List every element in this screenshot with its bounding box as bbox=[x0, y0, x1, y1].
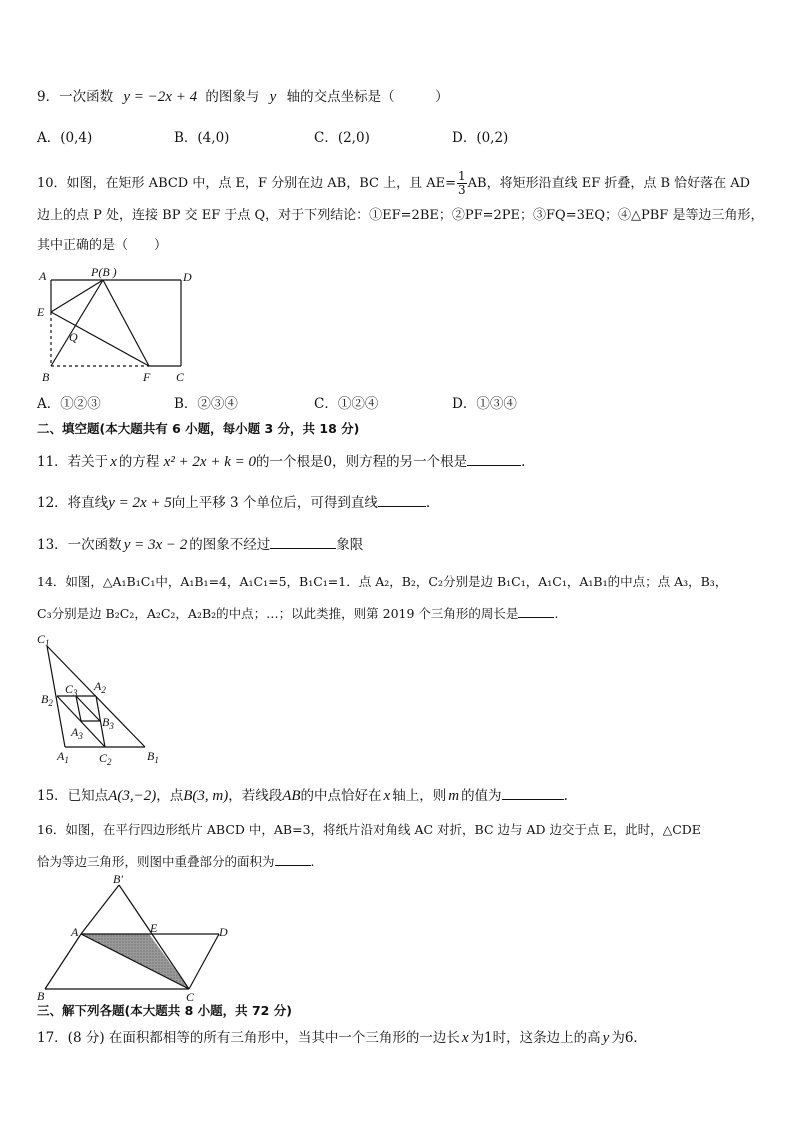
q15-answer-blank[interactable] bbox=[502, 785, 564, 800]
q14-label-a1: $A_1$ bbox=[57, 749, 69, 765]
q16-side-ab-prime bbox=[81, 885, 119, 934]
q10-option-c: C．①②④ bbox=[314, 396, 379, 412]
q16-label-e: E bbox=[150, 921, 158, 935]
q12-formula: y = 2x + 5 bbox=[108, 495, 172, 511]
q10-line-3: 其中正确的是（ ） bbox=[37, 238, 168, 253]
q12-stem: 12．将直线y = 2x + 5向上平移 3 个单位后，可得到直线 . bbox=[37, 492, 430, 513]
q9-formula: y = −2x + 4 bbox=[123, 89, 198, 105]
section-fill-in-heading: 二、填空题(本大题共有 6 小题，每小题 3 分，共 18 分) bbox=[37, 421, 360, 436]
q14-line-2: C₃分别是边 B₂C₂，A₂C₂，A₂B₂的中点；…；以此类推，则第 2019 个三角形的周长是 . bbox=[37, 603, 558, 624]
q10-line-2: 边上的点 P 处，连接 BP 交 EF 于点 Q，对于下列结论：①EF=2BE；②PF=2PE；③FQ=3EQ；④△PBF 是等边三角形， bbox=[37, 208, 764, 223]
q13-stem: 13．一次函数 y = 3x − 2 的图象不经过 象限 bbox=[37, 534, 363, 555]
q11-stem: 11．若关于 x 的方程 x² + 2x + k = 0的一个根是0，则方程的另一个根是 . bbox=[37, 451, 525, 472]
q9-option-a: A．(0,4) bbox=[37, 130, 93, 146]
q14-label-b1: $B_1$ bbox=[147, 749, 159, 765]
q10-label-e: E bbox=[37, 305, 45, 319]
q10-label-d: D bbox=[183, 270, 192, 284]
q16-side-ba bbox=[45, 934, 81, 989]
q16-answer-blank[interactable] bbox=[275, 851, 311, 866]
q14-nested-triangles-figure bbox=[35, 627, 170, 769]
q16-label-b-prime: B′ bbox=[113, 872, 123, 886]
q16-label-b: B bbox=[37, 989, 45, 1002]
q9-option-c: C．(2,0) bbox=[314, 130, 370, 146]
q11-answer-blank[interactable] bbox=[467, 451, 521, 466]
q10-option-d: D．①③④ bbox=[452, 396, 517, 412]
q16-line-1: 16．如图，在平行四边形纸片 ABCD 中，AB=3，将纸片沿对角线 AC 对折，BC 边与 AD 边交于点 E，此时，△CDE bbox=[37, 822, 701, 837]
q16-label-a: A bbox=[71, 925, 79, 939]
q9-option-b: B．(4,0) bbox=[174, 130, 230, 146]
q9-stem: 9．一次函数 y = −2x + 4 的图象与 y 轴的交点坐标是（ ） bbox=[37, 89, 449, 105]
q16-label-d: D bbox=[219, 925, 228, 939]
q11-formula: x² + 2x + k = 0 bbox=[163, 454, 256, 470]
q10-label-f: F bbox=[143, 370, 151, 384]
q14-label-a3: $A_3$ bbox=[71, 725, 83, 741]
q13-answer-blank[interactable] bbox=[270, 534, 336, 549]
q10-label-b: B bbox=[42, 370, 50, 384]
q12-answer-blank[interactable] bbox=[378, 492, 426, 507]
q10-option-a: A．①②③ bbox=[37, 396, 101, 412]
section-solve-heading: 三、解下列各题(本大题共 8 小题，共 72 分) bbox=[37, 1003, 292, 1018]
q10-label-a: A bbox=[39, 269, 47, 283]
q14-label-c2: $C_2$ bbox=[99, 751, 112, 767]
q10-label-q: Q bbox=[69, 330, 78, 344]
q10-option-b: B．②③④ bbox=[174, 396, 238, 412]
q10-rectangle-figure bbox=[35, 264, 205, 386]
q10-line-1: 10．如图，在矩形 ABCD 中，点 E，F 分别在边 AB，BC 上，且 AE= $\frac{1}{3}$ AB，将矩形沿直线 EF 折叠，点 B 恰好落在 AD bbox=[37, 169, 751, 197]
q14-label-c3: $C_3$ bbox=[65, 682, 78, 698]
q16-line-2: 恰为等边三角形，则图中重叠部分的面积为 . bbox=[37, 851, 315, 872]
q10-fraction: $\frac{1}{3}$ bbox=[457, 169, 466, 197]
q10-line-bp bbox=[51, 280, 103, 366]
q9-option-d: D．(0,2) bbox=[452, 130, 509, 146]
q16-label-c: C bbox=[186, 990, 195, 1002]
q14-label-a2: $A_2$ bbox=[94, 679, 106, 695]
q14-label-c1: $C_1$ bbox=[37, 632, 50, 648]
q15-stem: 15．已知点A(3,−2)，点B(3, m)，若线段AB的中点恰好在 x 轴上，则 m 的值为 . bbox=[37, 785, 568, 806]
q14-line-1: 14．如图，△A₁B₁C₁中，A₁B₁=4，A₁C₁=5，B₁C₁=1．点 A₂，B₂，C₂分别是边 B₁C₁，A₁C₁，A₁B₁的中点；点 A₃，B₃， bbox=[37, 574, 728, 589]
q14-label-b2: $B_2$ bbox=[41, 692, 53, 708]
q10-line-ep bbox=[51, 280, 103, 312]
q14-label-b3: $B_3$ bbox=[102, 715, 114, 731]
q17-stem: 17．(8 分) 在面积都相等的所有三角形中，当其中一个三角形的一边长 x 为1时，这条边上的高 y 为6． bbox=[37, 1030, 647, 1046]
q10-label-c: C bbox=[176, 370, 185, 384]
q16-parallelogram-figure bbox=[35, 872, 240, 1002]
q14-answer-blank[interactable] bbox=[518, 603, 554, 618]
q10-label-p: P(B ) bbox=[91, 265, 117, 279]
q13-formula: y = 3x − 2 bbox=[123, 537, 188, 553]
q16-side-dc bbox=[189, 934, 219, 989]
